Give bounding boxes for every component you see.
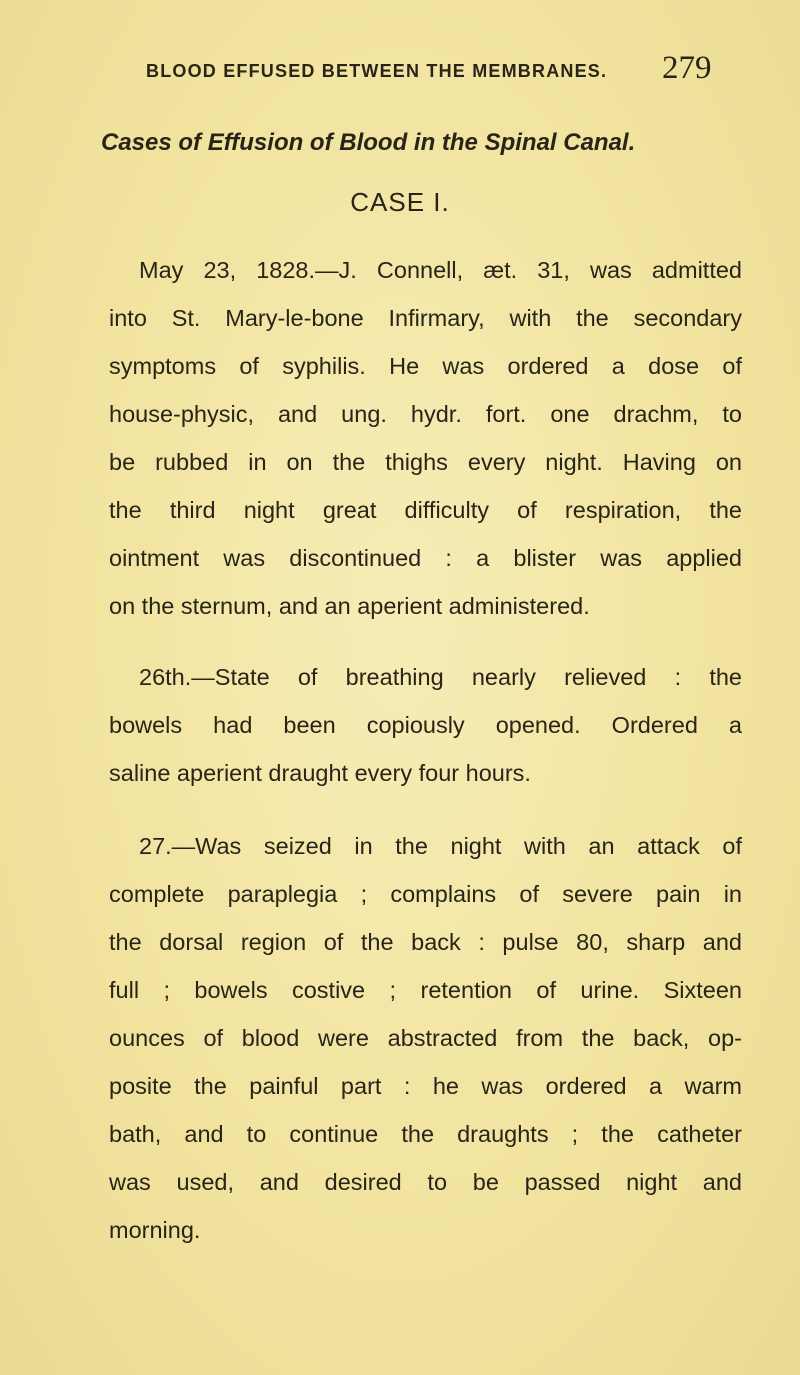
text-line: be rubbed in on the thighs every night. Having on bbox=[109, 449, 742, 475]
text-line: ounces of blood were abstracted from the back, op- bbox=[109, 1025, 742, 1051]
text-line: house-physic, and ung. hydr. fort. one drachm, to bbox=[109, 401, 742, 427]
text-line: into St. Mary-le-bone Infirmary, with the secondary bbox=[109, 305, 742, 331]
text-line: 26th.—State of breathing nearly relieved : the bbox=[139, 664, 742, 690]
text-line: ointment was discontinued : a blister was applied bbox=[109, 545, 742, 571]
text-line: bowels had been copiously opened. Ordered a bbox=[109, 712, 742, 738]
text-line: the dorsal region of the back : pulse 80, sharp and bbox=[109, 929, 742, 955]
text-line: complete paraplegia ; complains of severe pain in bbox=[109, 881, 742, 907]
text-line: symptoms of syphilis. He was ordered a dose of bbox=[109, 353, 742, 379]
text-line: saline aperient draught every four hours. bbox=[109, 760, 531, 786]
text-line: on the sternum, and an aperient administered. bbox=[109, 593, 590, 619]
running-head bbox=[0, 50, 800, 90]
text-line: full ; bowels costive ; retention of urine. Sixteen bbox=[109, 977, 742, 1003]
page-number: 279 bbox=[662, 50, 712, 86]
running-title: BLOOD EFFUSED BETWEEN THE MEMBRANES. bbox=[146, 61, 608, 81]
text-line: was used, and desired to be passed night and bbox=[109, 1169, 742, 1195]
text-line: 27.—Was seized in the night with an attack of bbox=[139, 833, 742, 859]
text-line: the third night great difficulty of respiration, the bbox=[109, 497, 742, 523]
text-line: May 23, 1828.—J. Connell, æt. 31, was admitted bbox=[139, 257, 742, 283]
text-line: posite the painful part : he was ordered a warm bbox=[109, 1073, 742, 1099]
text-line: bath, and to continue the draughts ; the catheter bbox=[109, 1121, 742, 1147]
text-line: morning. bbox=[109, 1217, 201, 1243]
case-heading: CASE I. bbox=[350, 187, 450, 217]
section-title: Cases of Effusion of Blood in the Spinal Canal. bbox=[101, 129, 636, 156]
